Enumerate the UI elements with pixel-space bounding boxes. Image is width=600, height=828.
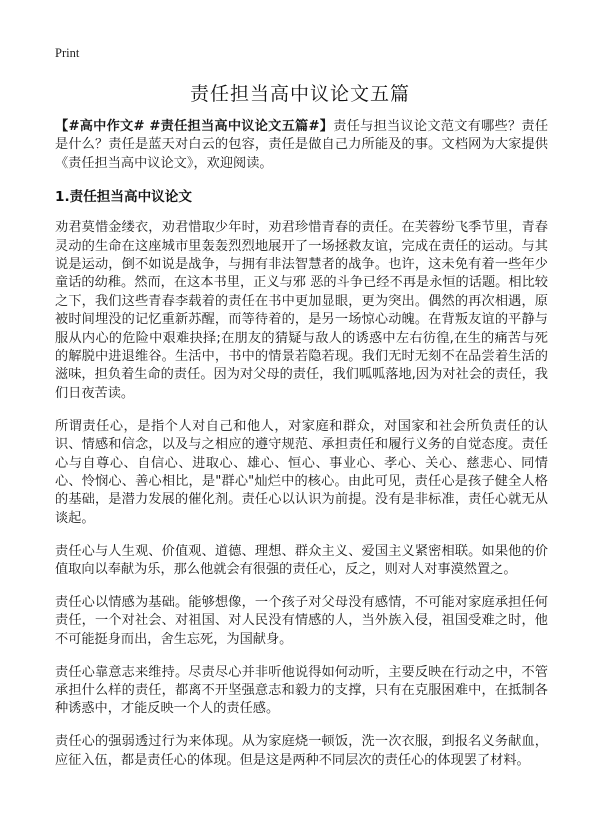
intro-tag: 【#高中作文# #责任担当高中议论文五篇#】 — [55, 119, 334, 134]
page-title: 责任担当高中议论文五篇 — [189, 83, 410, 105]
paragraph-1: 劝君莫惜金缕衣，劝君惜取少年时，劝君珍惜青春的责任。在芙蓉纷飞季节里，青春灵动的生命在这座城市里轰轰烈烈地展开了一场拯救友谊，完成在责任的运动。与其说是运动，倒不如说是战争，与拥有非法智慧者的战争。也许，这未免有着一些年少童话的幼稚。然而，在这本书里，正义与邪 恶的斗争已经不再是永恒的话题。相比较之下，我们这些青春李载着的责任在书中更加显眼，更为突出。偶然的再次相遇，原被时间埋没的记忆重新苏醒，而等待着的，是另一场惊心动魄。在背叛友谊的平静与服从内心的危险中艰难抉择;在朋友的猜疑与敌人的诱惑中左右彷徨,在生的痛苦与死的解脱中进退维谷。生活中，书中的情景若隐若现。我们无时无刻不在品尝着生活的滋味，担负着生命的责任。因为对父母的责任，我们呱呱落地,因为对社会的责任，我们日夜苦读。 — [55, 220, 548, 401]
paragraph-3: 责任心与人生观、价值观、道德、理想、群众主义、爱国主义紧密相联。如果他的价值取向以奉献为乐，那么他就会有很强的责任心，反之，则对人对事漠然置之。 — [55, 543, 548, 578]
paragraph-2: 所谓责任心，是指个人对自己和他人，对家庭和群众，对国家和社会所负责任的认识、情感和信念，以及与之相应的遵守规范、承担责任和履行义务的自觉态度。责任心与自尊心、自信心、进取心、雄心、恒心、事业心、孝心、关心、慈悲心、同情心、怜悯心、善心相比，是"群心"灿烂中的核心。由此可见，责任心是孩子健全人格的基础，是潜力发展的催化剂。责任心以认识为前提。没有是非标准，责任心就无从谈起。 — [55, 418, 548, 526]
paragraph-6: 责任心的强弱透过行为来体现。从为家庭烧一顿饭，洗一次衣服，到报名义务献血，应征入伍，都是责任心的体现。但是这是两种不同层次的责任心的体现罢了材料。 — [55, 734, 548, 768]
intro-text: 责任与担当议论文范文有哪些？责任是什么？责任是蓝天对白云的包容，责任是做自己力所能及的事。文档网为大家提供《责任担当高中议论文》，欢迎阅读。 — [55, 119, 549, 171]
paragraph-4: 责任心以情感为基础。能够想像，一个孩子对父母没有感情，不可能对家庭承担任何责任，一个对社会、对祖国、对人民没有情感的人，当外族入侵，祖国受难之时，他不可能挺身而出，舍生忘死，为国献身。 — [55, 594, 548, 647]
paragraph-5: 责任心靠意志来维持。尽责尽心并非听他说得如何动听，主要反映在行动之中，不管承担什么样的责任，都离不开坚强意志和毅力的支撑，只有在克服困难中，在抵制各种诱惑中，才能反映一个人的责任感。 — [55, 664, 548, 717]
print-link[interactable]: Print — [55, 46, 80, 60]
section-heading: 1.责任担当高中议论文 — [55, 188, 192, 205]
intro-paragraph — [55, 118, 548, 173]
article-body — [55, 118, 548, 785]
